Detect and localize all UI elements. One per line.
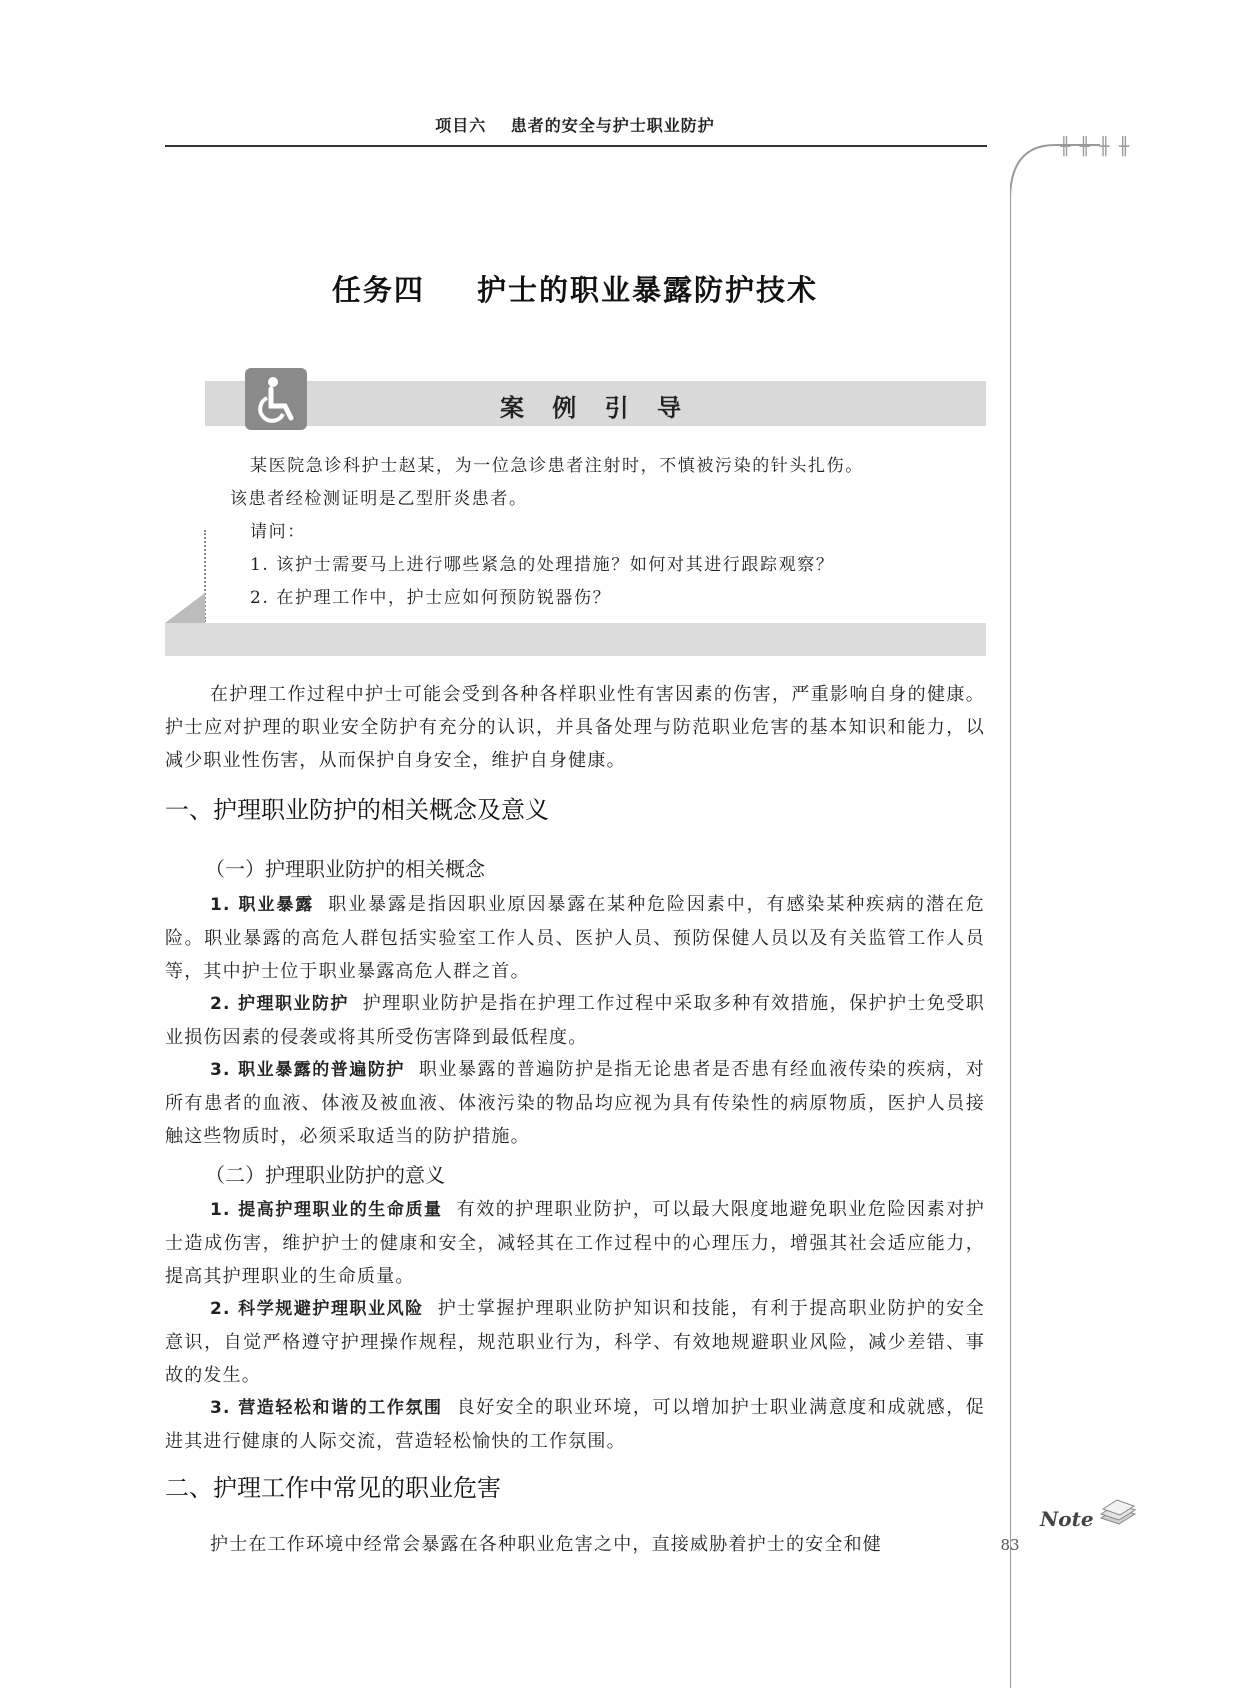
item-lead: 2. 护理职业防护 bbox=[210, 994, 349, 1014]
note-label: Note bbox=[1040, 1507, 1094, 1531]
case-corner-triangle bbox=[165, 593, 205, 623]
case-question-1: 1. 该护士需要马上进行哪些紧急的处理措施？如何对其进行跟踪观察？ bbox=[250, 555, 835, 575]
item-text: 职业暴露的普遍防护是指无论患者是否患有经血液传染的疾病，对所有患者的血液、体液及被血液、体液污染的物品均应视为具有传染性的病原物质，医护人员接触这些物质时，必须采取适当的防护措施。 bbox=[165, 1059, 985, 1147]
item-lead: 3. 职业暴露的普遍防护 bbox=[210, 1060, 405, 1080]
item-life-quality bbox=[165, 1193, 985, 1293]
case-content bbox=[205, 450, 985, 615]
section-1-title: 一、护理职业防护的相关概念及意义 bbox=[165, 796, 549, 824]
intro-paragraph: 在护理工作过程中护士可能会受到各种各样职业性有害因素的伤害，严重影响自身的健康。护士应对护理的职业安全防护有充分的认识，并具备处理与防范职业危害的基本知识和能力，以减少职业性伤害，从而保护自身安全，维护自身健康。 bbox=[165, 684, 985, 771]
item-text: 护士掌握护理职业防护知识和技能，有利于提高职业防护的安全意识，自觉严格遵守护理操作规程，规范职业行为，科学、有效地规避职业风险，减少差错、事故的发生。 bbox=[165, 1298, 985, 1386]
section-1-sub-2: （二）护理职业防护的意义 bbox=[205, 1163, 445, 1187]
item-text: 护理职业防护是指在护理工作过程中采取多种有效措施，保护护士免受职业损伤因素的侵袭或将其所受伤害降到最低程度。 bbox=[165, 993, 985, 1048]
case-question-2: 2. 在护理工作中，护士应如何预防锐器伤？ bbox=[250, 588, 612, 608]
section-2-title: 二、护理工作中常见的职业危害 bbox=[165, 1474, 501, 1502]
item-occupational-exposure bbox=[165, 888, 985, 988]
item-text: 职业暴露是指因职业原因暴露在某种危险因素中，有感染某种疾病的潜在危险。职业暴露的高危人群包括实验室工作人员、医护人员、预防保健人员以及有关监管工作人员等，其中护士位于职业暴露高危人群之首。 bbox=[165, 894, 985, 982]
case-line-1: 某医院急诊科护士赵某，为一位急诊患者注射时，不慎被污染的针头扎伤。 bbox=[250, 456, 864, 476]
item-nursing-protection bbox=[165, 987, 985, 1054]
section-2-paragraph: 护士在工作环境中经常会暴露在各种职业危害之中，直接威胁着护士的安全和健 bbox=[210, 1534, 882, 1555]
chapter-title: 患者的安全与护士职业防护 bbox=[510, 116, 715, 135]
item-avoid-risk bbox=[165, 1292, 985, 1392]
item-lead: 1. 职业暴露 bbox=[210, 895, 315, 915]
chapter-label: 项目六 bbox=[435, 116, 487, 135]
note-mark bbox=[1040, 1496, 1137, 1531]
task-title bbox=[165, 268, 985, 309]
margin-tab-marks: ╫ ╫ ╫ ╫ bbox=[1060, 137, 1132, 157]
case-bottom-band bbox=[165, 623, 986, 656]
case-heading: 案 例 引 导 bbox=[499, 393, 692, 422]
item-text: 良好安全的职业环境，可以增加护士职业满意度和成就感，促进其进行健康的人际交流，营造轻松愉快的工作氛围。 bbox=[165, 1397, 985, 1452]
item-lead: 2. 科学规避护理职业风险 bbox=[210, 1299, 424, 1319]
task-name: 护士的职业暴露防护技术 bbox=[477, 273, 819, 307]
case-ask: 请问： bbox=[250, 522, 306, 542]
section-1-sub-1: （一）护理职业防护的相关概念 bbox=[205, 857, 485, 881]
header-rule bbox=[165, 145, 987, 147]
item-lead: 1. 提高护理职业的生命质量 bbox=[210, 1200, 443, 1220]
task-number: 任务四 bbox=[331, 273, 425, 307]
item-universal-precaution bbox=[165, 1053, 985, 1153]
item-lead: 3. 营造轻松和谐的工作氛围 bbox=[210, 1398, 443, 1418]
item-text: 有效的护理职业防护，可以最大限度地避免职业危险因素对护士造成伤害，维护护士的健康和安全，减轻其在工作过程中的心理压力，增强其社会适应能力，提高其护理职业的生命质量。 bbox=[165, 1199, 985, 1287]
case-line-2: 该患者经检测证明是乙型肝炎患者。 bbox=[230, 489, 528, 509]
item-work-atmosphere bbox=[165, 1391, 985, 1458]
page-number: 83 bbox=[1000, 1536, 1020, 1554]
notebook-icon bbox=[1099, 1496, 1137, 1526]
running-header bbox=[165, 113, 985, 136]
margin-decoration bbox=[1010, 0, 1100, 1688]
